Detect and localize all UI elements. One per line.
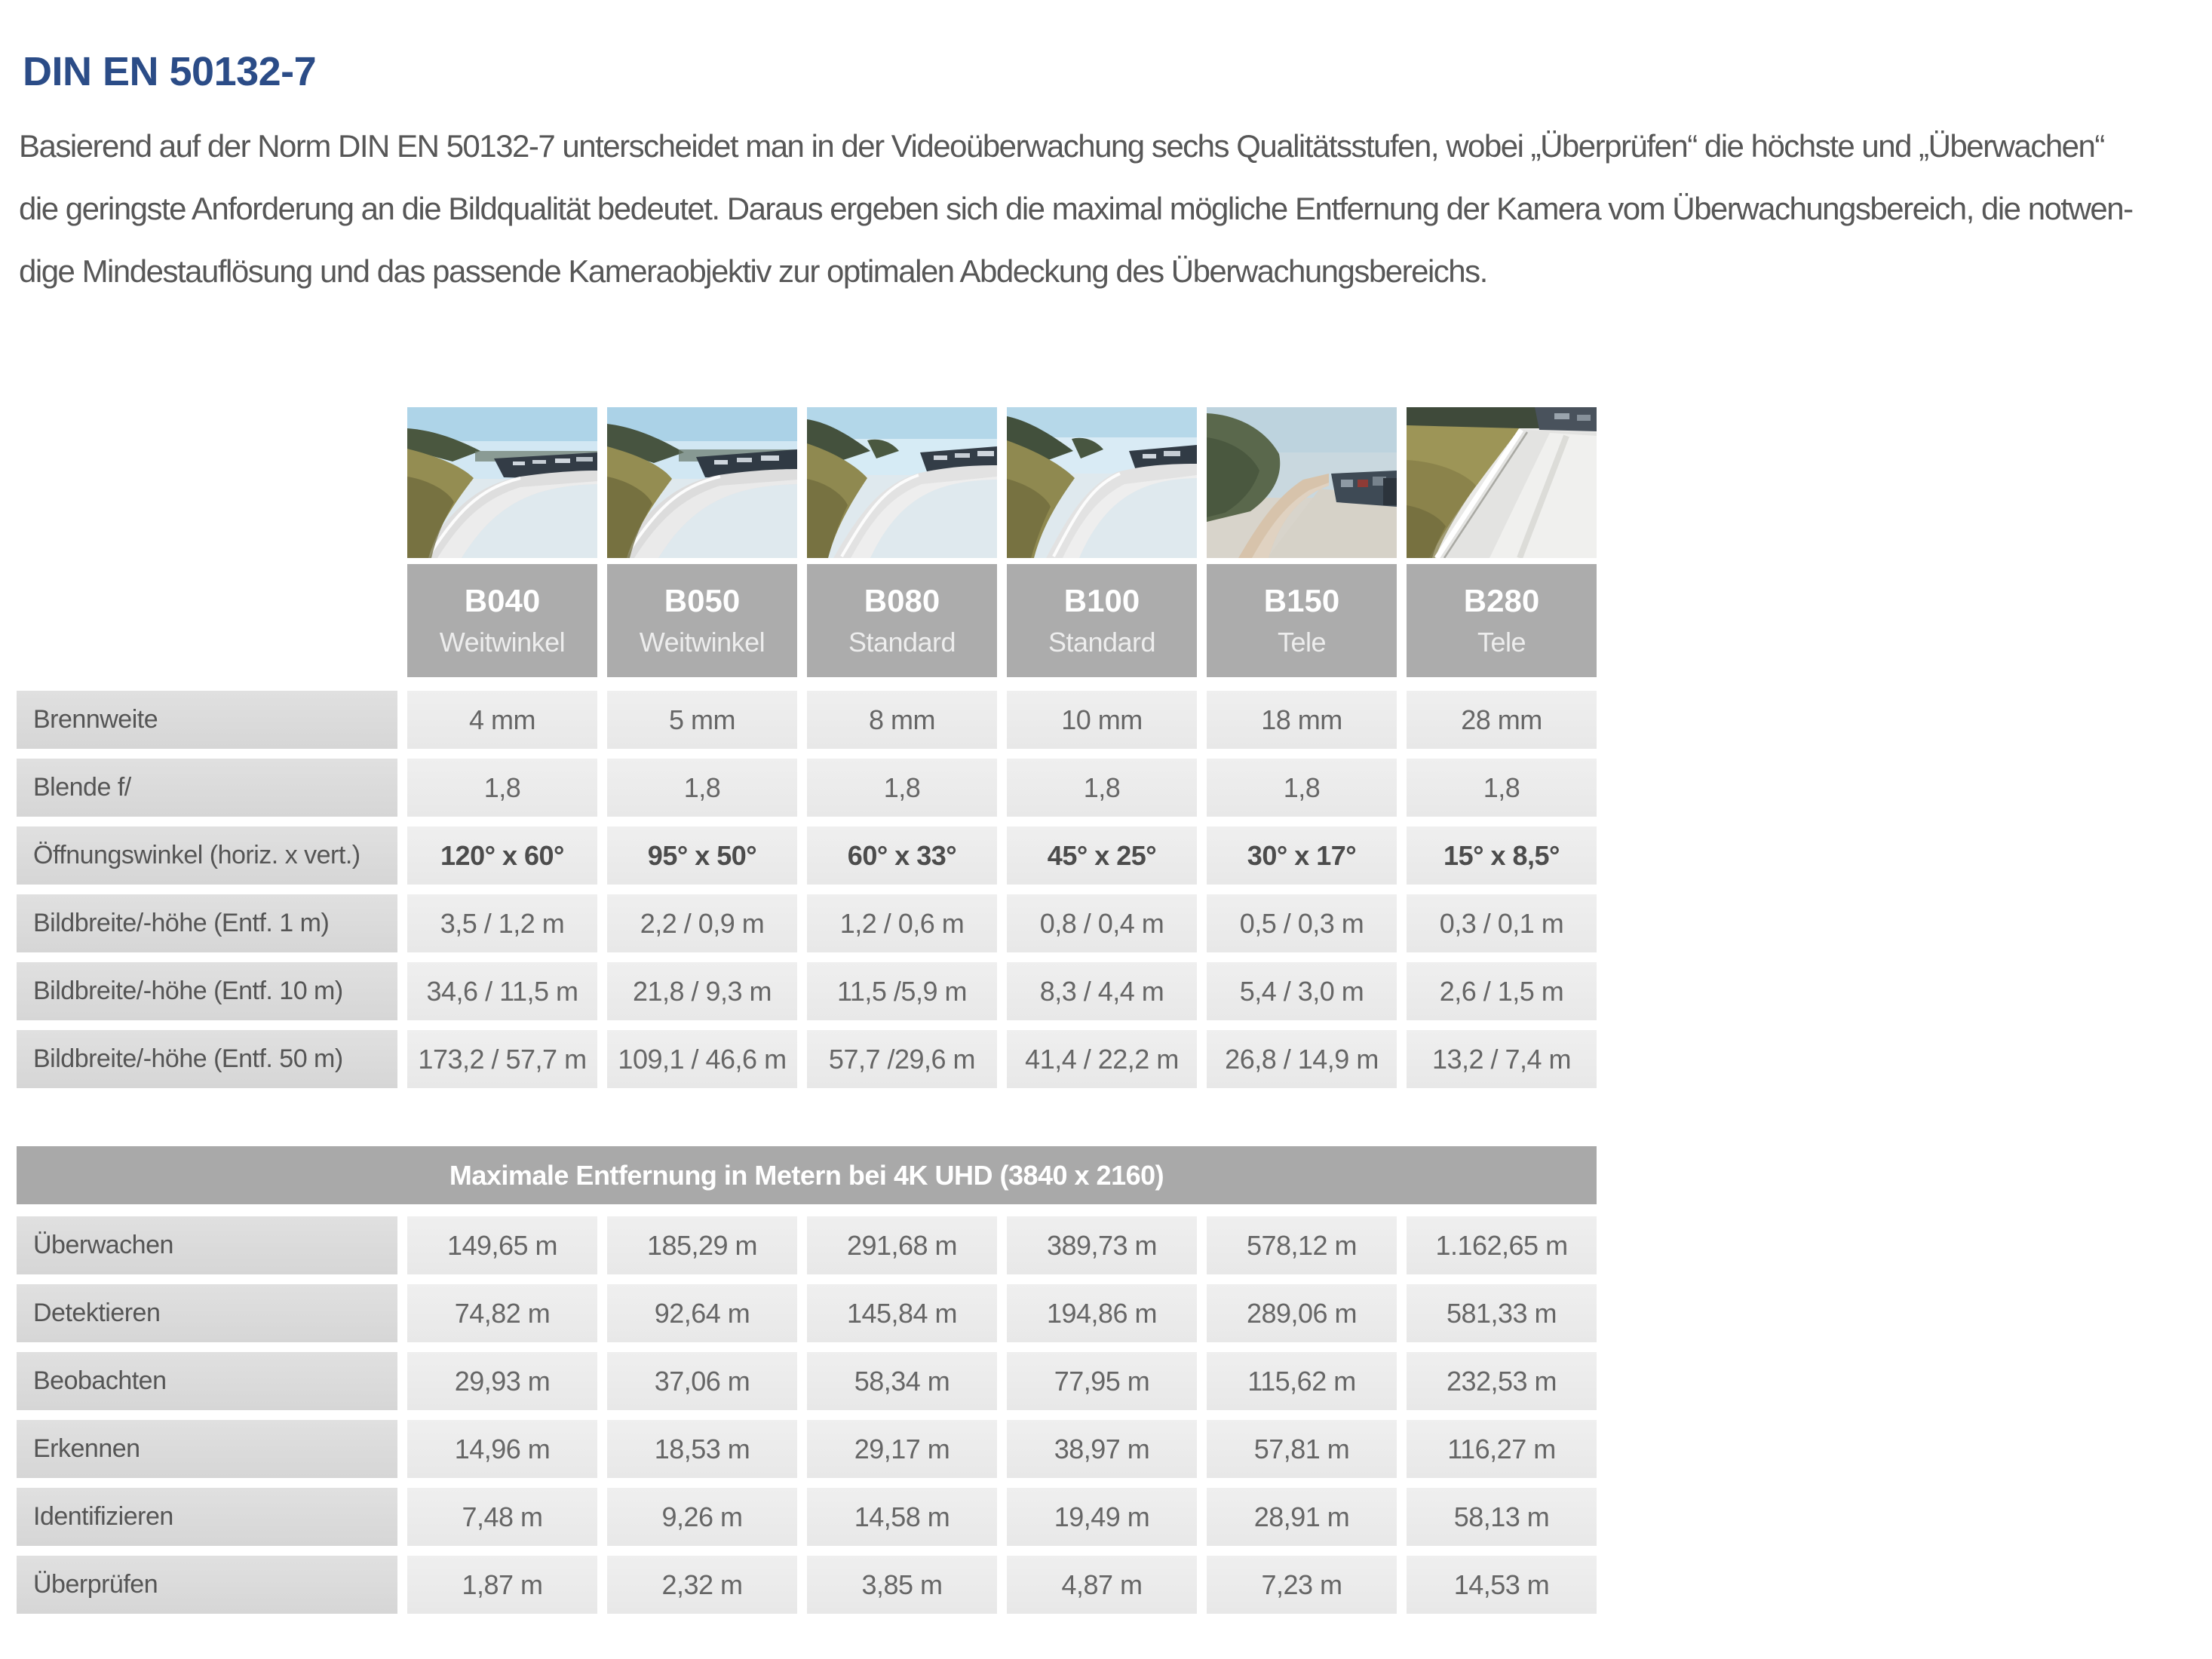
table-row (17, 1488, 1597, 1546)
value-cell: 194,86 m (1007, 1284, 1197, 1342)
value-cell: 28,91 m (1207, 1488, 1397, 1546)
value-cell: 145,84 m (807, 1284, 997, 1342)
value-cell: 3,5 / 1,2 m (407, 894, 597, 952)
row-label-cell: Beobachten (17, 1352, 397, 1410)
distance-table-header: Maximale Entfernung in Metern bei 4K UHD (3840 x 2160) (17, 1146, 1597, 1204)
value-cell: 37,06 m (607, 1352, 797, 1410)
value-cell: 2,32 m (607, 1556, 797, 1614)
value-cell: 7,23 m (1207, 1556, 1397, 1614)
value-cell: 578,12 m (1207, 1216, 1397, 1274)
table-row (17, 1216, 1597, 1274)
specs-table (17, 691, 1597, 1088)
value-cell: 389,73 m (1007, 1216, 1197, 1274)
value-cell: 1,8 (1007, 759, 1197, 817)
camera-column-b080 (807, 407, 997, 677)
table-row (17, 1556, 1597, 1614)
value-cell: 95° x 50° (607, 826, 797, 885)
value-cell: 28 mm (1407, 691, 1597, 749)
value-cell: 13,2 / 7,4 m (1407, 1030, 1597, 1088)
table-row (17, 1284, 1597, 1342)
intro-paragraph (19, 115, 2202, 302)
value-cell: 120° x 60° (407, 826, 597, 885)
camera-type-label: Standard (848, 627, 956, 658)
value-cell: 1,8 (407, 759, 597, 817)
camera-header-b040 (407, 564, 597, 677)
value-cell: 29,93 m (407, 1352, 597, 1410)
value-cell: 60° x 33° (807, 826, 997, 885)
camera-model-label: B150 (1263, 583, 1340, 618)
value-cell: 116,27 m (1407, 1420, 1597, 1478)
camera-column-b280 (1407, 407, 1597, 677)
value-cell: 30° x 17° (1207, 826, 1397, 885)
value-cell: 2,6 / 1,5 m (1407, 962, 1597, 1020)
table-row (17, 826, 1597, 885)
row-label-cell: Identifizieren (17, 1488, 397, 1546)
table-row (17, 1420, 1597, 1478)
camera-type-label: Standard (1048, 627, 1156, 658)
value-cell: 1,8 (1207, 759, 1397, 817)
value-cell: 1,8 (607, 759, 797, 817)
value-cell: 1,87 m (407, 1556, 597, 1614)
page-title: DIN EN 50132-7 (23, 49, 317, 94)
camera-model-label: B280 (1463, 583, 1540, 618)
value-cell: 173,2 / 57,7 m (407, 1030, 597, 1088)
value-cell: 34,6 / 11,5 m (407, 962, 597, 1020)
value-cell: 149,65 m (407, 1216, 597, 1274)
camera-model-label: B080 (864, 583, 940, 618)
camera-strip (407, 407, 1597, 677)
value-cell: 77,95 m (1007, 1352, 1197, 1410)
value-cell: 58,13 m (1407, 1488, 1597, 1546)
camera-header-b150 (1207, 564, 1397, 677)
value-cell: 21,8 / 9,3 m (607, 962, 797, 1020)
camera-type-label: Weitwinkel (639, 627, 765, 658)
camera-thumbnail-road-scene-b040 (407, 407, 597, 558)
camera-column-b100 (1007, 407, 1197, 677)
value-cell: 232,53 m (1407, 1352, 1597, 1410)
row-label-cell: Erkennen (17, 1420, 397, 1478)
value-cell: 92,64 m (607, 1284, 797, 1342)
value-cell: 115,62 m (1207, 1352, 1397, 1410)
camera-thumbnail-road-scene-b280 (1407, 407, 1597, 558)
camera-header-b280 (1407, 564, 1597, 677)
value-cell: 1,2 / 0,6 m (807, 894, 997, 952)
value-cell: 38,97 m (1007, 1420, 1197, 1478)
row-label-cell: Bildbreite/-höhe (Entf. 50 m) (17, 1030, 397, 1088)
camera-type-label: Tele (1277, 627, 1327, 658)
table-row (17, 894, 1597, 952)
distance-table (17, 1216, 1597, 1614)
value-cell: 18 mm (1207, 691, 1397, 749)
table-row (17, 759, 1597, 817)
value-cell: 58,34 m (807, 1352, 997, 1410)
camera-model-label: B050 (664, 583, 741, 618)
row-label-cell: Überprüfen (17, 1556, 397, 1614)
row-label-cell: Überwachen (17, 1216, 397, 1274)
value-cell: 15° x 8,5° (1407, 826, 1597, 885)
value-cell: 581,33 m (1407, 1284, 1597, 1342)
value-cell: 0,8 / 0,4 m (1007, 894, 1197, 952)
value-cell: 41,4 / 22,2 m (1007, 1030, 1197, 1088)
value-cell: 74,82 m (407, 1284, 597, 1342)
value-cell: 5 mm (607, 691, 797, 749)
value-cell: 57,7 /29,6 m (807, 1030, 997, 1088)
value-cell: 18,53 m (607, 1420, 797, 1478)
value-cell: 2,2 / 0,9 m (607, 894, 797, 952)
value-cell: 1,8 (807, 759, 997, 817)
camera-type-label: Tele (1477, 627, 1526, 658)
camera-header-b050 (607, 564, 797, 677)
value-cell: 9,26 m (607, 1488, 797, 1546)
camera-column-b040 (407, 407, 597, 677)
intro-line: dige Mindestauflösung und das passende Kameraobjektiv zur optimalen Abdeckung des Überwachungsbereichs. (19, 253, 1487, 289)
row-label-cell: Bildbreite/-höhe (Entf. 1 m) (17, 894, 397, 952)
value-cell: 1,8 (1407, 759, 1597, 817)
camera-thumbnail-road-scene-b050 (607, 407, 797, 558)
value-cell: 1.162,65 m (1407, 1216, 1597, 1274)
camera-header-b100 (1007, 564, 1197, 677)
value-cell: 26,8 / 14,9 m (1207, 1030, 1397, 1088)
value-cell: 291,68 m (807, 1216, 997, 1274)
camera-thumbnail-road-scene-b150 (1207, 407, 1397, 558)
camera-model-label: B040 (464, 583, 541, 618)
value-cell: 45° x 25° (1007, 826, 1197, 885)
camera-header-b080 (807, 564, 997, 677)
table-row (17, 962, 1597, 1020)
value-cell: 3,85 m (807, 1556, 997, 1614)
camera-column-b050 (607, 407, 797, 677)
value-cell: 8 mm (807, 691, 997, 749)
camera-type-label: Weitwinkel (439, 627, 566, 658)
value-cell: 14,96 m (407, 1420, 597, 1478)
row-label-cell: Brennweite (17, 691, 397, 749)
value-cell: 8,3 / 4,4 m (1007, 962, 1197, 1020)
value-cell: 19,49 m (1007, 1488, 1197, 1546)
value-cell: 185,29 m (607, 1216, 797, 1274)
value-cell: 289,06 m (1207, 1284, 1397, 1342)
value-cell: 29,17 m (807, 1420, 997, 1478)
row-label-cell: Öffnungswinkel (horiz. x vert.) (17, 826, 397, 885)
value-cell: 11,5 /5,9 m (807, 962, 997, 1020)
value-cell: 4,87 m (1007, 1556, 1197, 1614)
table-row (17, 691, 1597, 749)
camera-thumbnail-road-scene-b100 (1007, 407, 1197, 558)
row-label-cell: Blende f/ (17, 759, 397, 817)
camera-thumbnail-road-scene-b080 (807, 407, 997, 558)
value-cell: 0,3 / 0,1 m (1407, 894, 1597, 952)
value-cell: 14,53 m (1407, 1556, 1597, 1614)
value-cell: 109,1 / 46,6 m (607, 1030, 797, 1088)
value-cell: 0,5 / 0,3 m (1207, 894, 1397, 952)
row-label-cell: Bildbreite/-höhe (Entf. 10 m) (17, 962, 397, 1020)
value-cell: 5,4 / 3,0 m (1207, 962, 1397, 1020)
value-cell: 4 mm (407, 691, 597, 749)
camera-model-label: B100 (1063, 583, 1140, 618)
table-row (17, 1030, 1597, 1088)
value-cell: 7,48 m (407, 1488, 597, 1546)
value-cell: 14,58 m (807, 1488, 997, 1546)
intro-line: Basierend auf der Norm DIN EN 50132-7 unterscheidet man in der Videoüberwachung sechs Qualitätsstufen, wobei „Überprüfen“ die höchste und „Überwachen“ (19, 128, 2104, 164)
table-row (17, 1352, 1597, 1410)
intro-line: die geringste Anforderung an die Bildqualität bedeutet. Daraus ergeben sich die maximal mögliche Entfernung der Kamera vom Überwachungsbereich, die notwen- (19, 191, 2133, 226)
camera-column-b150 (1207, 407, 1397, 677)
value-cell: 10 mm (1007, 691, 1197, 749)
row-label-cell: Detektieren (17, 1284, 397, 1342)
value-cell: 57,81 m (1207, 1420, 1397, 1478)
